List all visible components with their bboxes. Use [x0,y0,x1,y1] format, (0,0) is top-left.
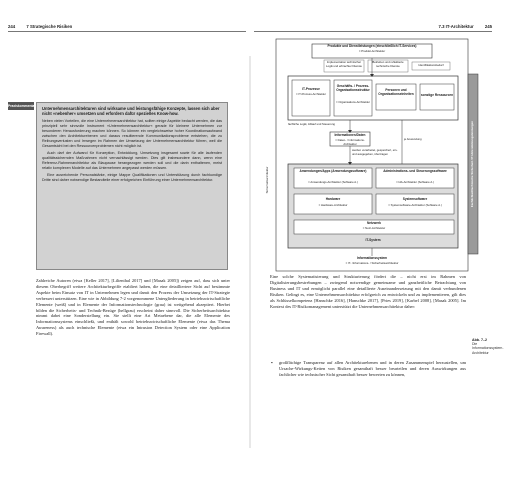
products-subtitle: = Produkt-Architektur [358,49,386,53]
it-process-label: IT-Prozesse [302,87,320,91]
left-running-title: 7 Strategische Risiken [26,24,73,29]
body-paragraph: Eine solche Systematisierung und Strukturierung fördert die – nicht erst im Rahmen von Digitalisierungsbestrebungen – zwingend notwendige gemeinsame und ganzheitliche Betrachtung von Business und IT und ermöglicht parallel eine detaillierte Auseinandersetzung mit den damit verbundenen Risiken. Gelingt es, eine Unternehmensarchitektur erfolgreich zu entwickeln und zu implementieren, gilt dies als Schlüsselkompetenz [Hanschke 2016], [Hanschke 2017], [Pries 2019], [Karbel 2008], [Masak 2005]. Im Kontext des IT-Risikomanagement unterstützt die Unternehmensarchitektur daher: [270,274,466,309]
info-label: Informationen/Daten [334,133,366,137]
caption-number: Abb. 7–2 [472,338,487,342]
info-sub: = Daten- / Informations-Architektur [335,138,365,146]
it-process-box [292,80,330,116]
sys-control-label: Administrations- und Steuerungssoftware [383,169,447,173]
impl-label: Implementation technischer Logik und erbrachter Dienste [326,60,362,68]
practice-box [36,102,228,270]
apps-label: Anwendungen/Apps (Anwendungssoftware) [299,169,367,173]
left-page [8,24,246,444]
bullet-marker: ▪ [271,360,273,365]
products-title: Produkte und Dienstleistungen (einschließlich IT-Services) [327,44,417,48]
figure-caption [472,338,506,355]
org-sub: = Organisations-Architektur [336,100,370,104]
practice-box-heading: Unternehmensarchitekturen sind wirksame und leistungsfähige Konzepte, lassen sich aber nicht »nebenher« umsetzen und erfordern dafür spezielles Know-how. [42,106,220,117]
body-paragraph: Zahlreiche Autoren (etwa [Keller 2017], [Lilienthal 2017] und [Masak 2005]) zeigen auf, dass sich unter diesem Oberbegriff weitere Architekturbegriffe etabliert haben, die eine detailliertere Sicht auf bestimmte Aspekte beim Einsatz von IT in Unternehmen legen und damit den Prozess der Umsetzung der IT-Strategie verbessert unterstützen. Eine wie in Abbildung 7-2 vorgenommene Untergliederung in betriebswirtschaftliche Elemente (weiß) und in Elemente der Informationstechnologie (grau) ist weitgehend akzeptiert. Hierbei bilden die Sicherheits- und Technik-Bezüge (hellgrau) erscheint daher sinnvoll. Die Sicherheitsarchitektur nimmt dabei eine Sonderstellung ein. Sie stellt eine Art Metaebene dar, die alle Elemente des Informationssystems einschließt, und enthält sowohl betriebswirtschaftliche Elemente (etwa das Thema Awareness) als auch technische Elemente (etwa ein Intrusion Detection System oder eine Application Firewall). [36,278,230,337]
hardware-label: Hardware [325,197,341,201]
architecture-figure [265,38,486,266]
right-page [254,24,504,444]
processed-note: werden verarbeitet, gespeichert, ein- und ausgegeben, übertragen [352,148,398,156]
apps-sub: = Anwendungs-Architektur (Software A.) [308,180,358,184]
right-page-number: 245 [484,24,492,29]
it-process-sub: = IT-Prozess-Architektur [295,92,327,96]
left-header [8,24,246,29]
persons-label: Personen und Organisationseinheiten [378,88,414,96]
practice-box-paragraph: Neben vielen Vorteilen, die eine Unternehmensarchitektur hat, sollten einige Aspekte bedacht werden, die das prinzipiell sehr sinnvolle Instrument »Unternehmensarchitektur« gerade für kleinere Unternehmen zur besonderen Herausforderung machen können. So können ein vergleichsweise hoher Koordinationsaufwand zwischen den Architekturebenen und daraus resultierende Kommunikationsprobleme entstehen, die zu Reibungsverlusten und Irrwegen im Rahmen der Umsetzung der Unternehmensarchitektur führen, weil die Gesamtsicht bei den Ressourcenproblemen nicht möglich ist. [42,119,222,148]
fachlich-note: fachliche Logik, Ablauf und Steuerung [288,122,335,126]
security-side-label: Sicherheitsarchitektur [265,166,270,194]
infosystem-sub: = IT- /Informations- / Sicherheitsarchitektur [345,261,399,265]
caption-text: Die Informationssystem-Architektur [472,342,504,355]
gutter [249,56,251,448]
systemsoftware-sub: = Systemsoftware-Architektur (Software A.) [388,203,442,207]
resources-label: sonstige Ressourcen [420,93,454,97]
sys-control-sub: = IdA-Architektur (Software A.) [396,180,434,184]
right-vertical-label: Fachlichkeit/technische Sicherheit / IT-Unterstützungsleistungen [470,120,475,207]
marginal-label: Praxiskommentar [8,104,36,108]
practice-box-paragraph: Eine ausreichende Personalstärke, einige Mappe Qualifikationen und Unterstützung durch fachkundige Dritte sind daher notwendige Bestandteile einer erfolgreichen Einführung einer Unternehmensarchitektur. [42,173,222,183]
left-header-rule [8,31,246,32]
it-system-label: IT-System [365,238,381,242]
per-app-note: je Anwendung [404,137,422,141]
org-label: Geschäfts- / Prozess-Organisationsstruktur [336,84,370,92]
right-body-text [270,274,466,309]
list-item-text: großflächige Transparenz auf allen Architekturebenen und in deren Zusammenspiel herzustellen, um Ursache-Wirkungs-Ketten von Risiken gesamthaft besser beurteilen und deren Auswirkungen aus fachlicher wie technischer Sicht gesamthaft besser bewerten zu können, [279,360,466,377]
stakeholder-label: Identifikationsbedarf [418,63,444,67]
right-header-rule [254,31,492,32]
right-header [254,24,492,29]
left-body-text [36,278,230,337]
right-running-title: 7.3 IT-Architektur [438,24,474,29]
left-page-number: 244 [8,24,16,29]
hardware-sub: = Hardware-Architektur [318,203,348,207]
infosystem-label: Informationssystem [356,256,388,260]
systemsoftware-label: Systemsoftware [402,197,428,201]
network-label: Netzwerk [367,221,381,225]
impl-label-2: Betrieben und reflektierte technische Dienste [372,60,404,68]
bullet-list [270,360,466,379]
list-item [270,360,466,378]
network-sub: = Netz-Architektur [362,226,386,230]
practice-box-paragraph: Auch darf der Aufwand für Konzeption, Entwicklung, Umsetzung insgesamt sowie für alle laufenden qualitätssichernden Maßnahmen nicht vernachlässigt werden. Dies gilt insbesondere dann, wenn eine Referenz-Rahmenarchitektur als Blaupause herangezogen werden soll und die darin enthaltenen, meist relativ komplexen Modelle auf das Unternehmen angepasst werden müssen. [42,151,222,171]
